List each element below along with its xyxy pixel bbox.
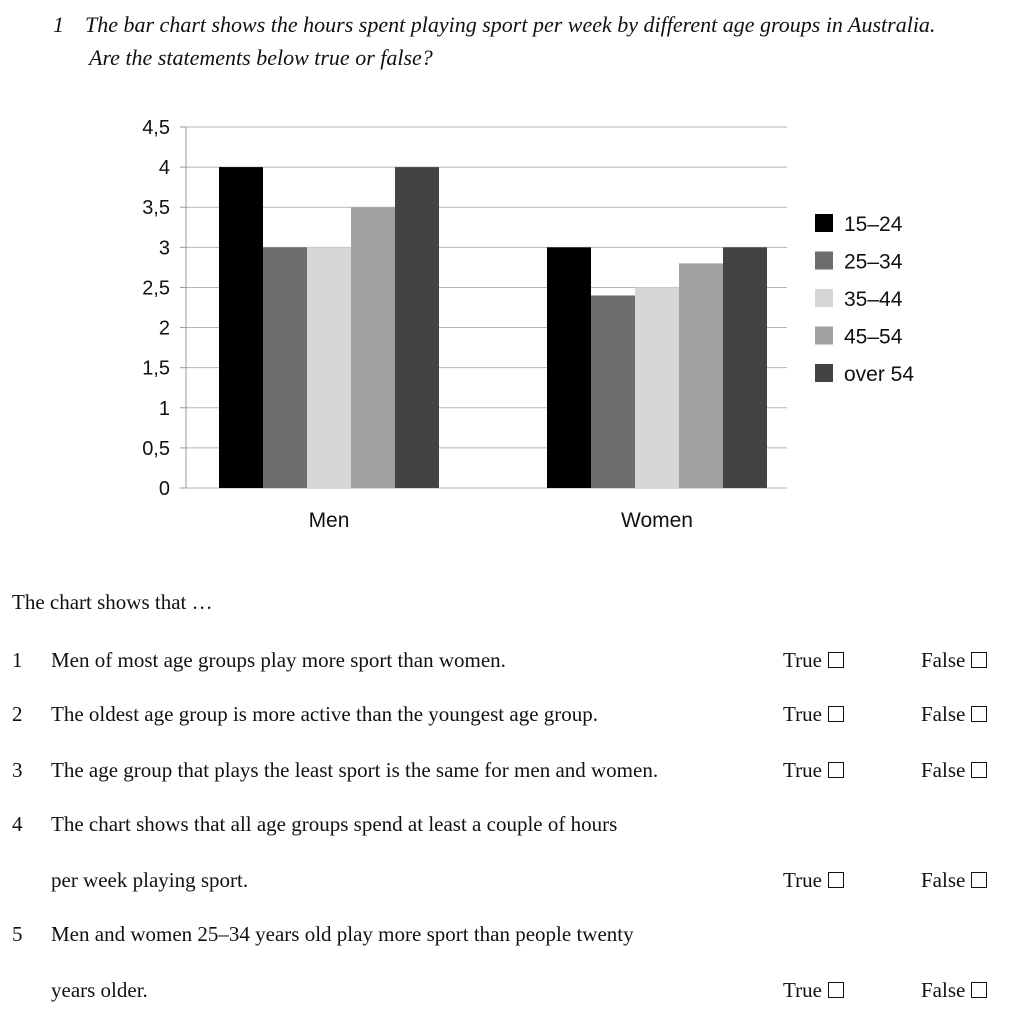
true-checkbox[interactable]: [828, 982, 844, 998]
y-tick-label: 3,5: [142, 197, 170, 220]
question-text: Men and women 25–34 years old play more sport than people twenty: [51, 922, 634, 946]
x-category-label: Women: [621, 509, 693, 532]
legend-swatch: [815, 364, 833, 382]
false-label: False: [921, 758, 966, 782]
question-number: 2: [12, 702, 23, 726]
y-tick-label: 1: [158, 397, 170, 420]
true-checkbox[interactable]: [828, 762, 844, 778]
y-tick-label: 4,5: [142, 117, 170, 139]
y-tick-label: 2: [158, 317, 170, 340]
bar: [679, 263, 723, 488]
false-option[interactable]: [921, 758, 987, 783]
false-checkbox[interactable]: [971, 872, 987, 888]
true-option[interactable]: [783, 702, 844, 727]
false-option[interactable]: [921, 868, 987, 893]
question-text: The chart shows that all age groups spend at least a couple of hours: [51, 812, 618, 836]
false-checkbox[interactable]: [971, 706, 987, 722]
true-label: True: [783, 648, 822, 672]
true-label: True: [783, 978, 822, 1002]
question-number: 1: [12, 648, 23, 672]
question-text: The oldest age group is more active than the youngest age group.: [51, 702, 599, 726]
bar: [547, 247, 591, 488]
task-instruction-line-2: Are the statements below true or false?: [89, 45, 433, 70]
legend-label: 15–24: [844, 213, 903, 236]
false-label: False: [921, 868, 966, 892]
question-number: 4: [12, 812, 23, 836]
false-checkbox[interactable]: [971, 762, 987, 778]
false-option[interactable]: [921, 648, 987, 673]
bar: [351, 207, 395, 488]
false-checkbox[interactable]: [971, 982, 987, 998]
legend-swatch: [815, 252, 833, 270]
true-option[interactable]: [783, 648, 844, 673]
bar: [395, 167, 439, 488]
legend-label: over 54: [844, 363, 915, 386]
true-option[interactable]: [783, 758, 844, 783]
legend-label: 35–44: [844, 288, 903, 311]
bar: [263, 247, 307, 488]
true-option[interactable]: [783, 978, 844, 1003]
false-label: False: [921, 702, 966, 726]
legend-label: 25–34: [844, 250, 903, 274]
question-text: Men of most age groups play more sport than women.: [51, 648, 506, 672]
true-checkbox[interactable]: [828, 652, 844, 668]
bar: [307, 247, 351, 488]
false-label: False: [921, 978, 966, 1002]
y-tick-label: 0: [158, 478, 170, 500]
chart-intro-text: The chart shows that …: [12, 590, 213, 614]
true-checkbox[interactable]: [828, 872, 844, 888]
y-tick-label: 4: [158, 157, 170, 180]
legend-swatch: [815, 327, 833, 345]
false-option[interactable]: [921, 978, 987, 1003]
question-text: per week playing sport.: [51, 868, 249, 892]
bar: [723, 247, 767, 488]
legend-swatch: [815, 289, 833, 307]
false-option[interactable]: [921, 702, 987, 727]
question-number: 3: [12, 758, 23, 782]
question-number: 5: [12, 922, 23, 946]
false-label: False: [921, 648, 966, 672]
y-tick-label: 1,5: [142, 357, 170, 380]
false-checkbox[interactable]: [971, 652, 987, 668]
task-number: 1: [53, 12, 64, 37]
y-tick-label: 0,5: [142, 437, 170, 460]
true-label: True: [783, 702, 822, 726]
bar: [591, 295, 635, 488]
task-instruction-line-1: The bar chart shows the hours spent playing sport per week by different age groups in Australia.: [85, 12, 936, 37]
bar: [635, 287, 679, 488]
true-label: True: [783, 868, 822, 892]
question-text: The age group that plays the least sport is the same for men and women.: [51, 758, 659, 782]
y-tick-label: 3: [158, 237, 170, 260]
true-checkbox[interactable]: [828, 706, 844, 722]
legend-swatch: [815, 214, 833, 232]
x-category-label: Men: [308, 509, 350, 532]
legend-label: 45–54: [844, 325, 903, 349]
true-option[interactable]: [783, 868, 844, 893]
y-tick-label: 2,5: [142, 277, 170, 300]
question-text: years older.: [51, 978, 148, 1002]
bar: [219, 167, 263, 488]
true-label: True: [783, 758, 822, 782]
